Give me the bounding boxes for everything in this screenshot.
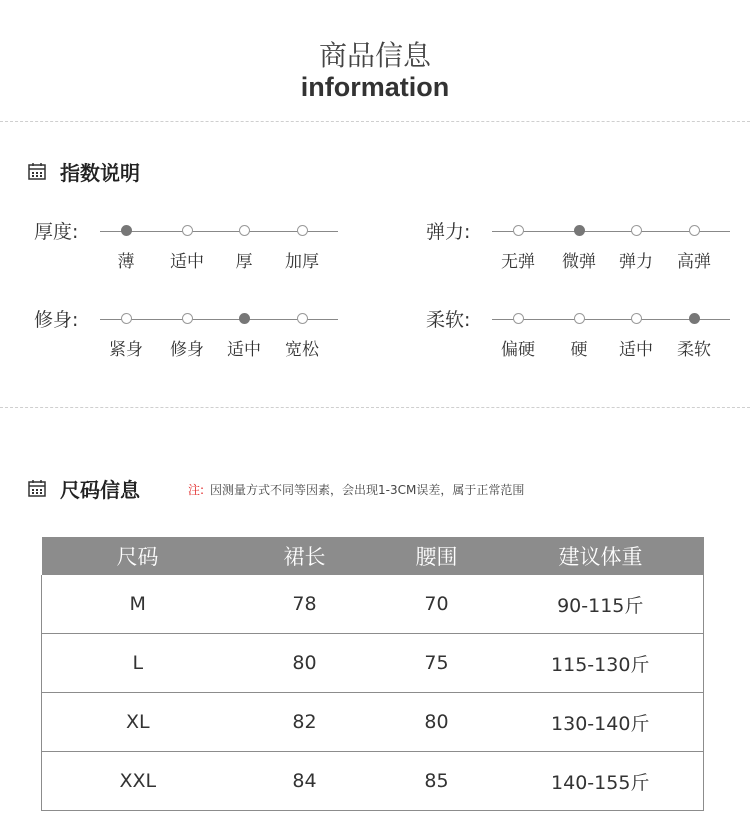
- scale-dot: [631, 225, 642, 236]
- scale-option: 适中: [619, 340, 653, 360]
- scale-option: 修身: [170, 340, 204, 360]
- table-cell: 140-155斤: [498, 752, 704, 811]
- scale-dot: [513, 225, 524, 236]
- column-header: 腰围: [376, 537, 498, 575]
- divider: [0, 407, 750, 408]
- scale-dot-selected: [121, 225, 132, 236]
- table-cell: 115-130斤: [498, 634, 704, 693]
- table-cell: 80: [376, 693, 498, 752]
- column-header: 建议体重: [498, 537, 704, 575]
- scale-thickness: [34, 217, 374, 287]
- table-cell: XXL: [42, 752, 234, 811]
- table-cell: M: [42, 575, 234, 634]
- scale-dot: [121, 313, 132, 324]
- note-label: 注:: [188, 483, 205, 497]
- table-row: [42, 634, 704, 693]
- size-section-title: 尺码信息: [60, 477, 140, 502]
- scale-dot: [297, 225, 308, 236]
- size-section-header: [28, 475, 140, 501]
- scale-option: 高弹: [677, 252, 711, 272]
- table-row: [42, 752, 704, 811]
- size-table: [41, 537, 704, 811]
- scale-softness: [426, 305, 750, 375]
- scale-option: 薄: [117, 252, 135, 272]
- scale-option: 偏硬: [501, 340, 535, 360]
- table-header-row: [42, 537, 704, 575]
- scale-dot: [689, 225, 700, 236]
- scale-dot: [297, 313, 308, 324]
- scale-option: 宽松: [285, 340, 319, 360]
- scale-option: 适中: [170, 252, 204, 272]
- scale-option: 弹力: [619, 252, 653, 272]
- column-header: 裙长: [234, 537, 376, 575]
- scale-label: 弹力:: [426, 221, 471, 243]
- table-cell: XL: [42, 693, 234, 752]
- table-cell: 75: [376, 634, 498, 693]
- page-title-cn: 商品信息: [318, 39, 431, 72]
- table-cell: 84: [234, 752, 376, 811]
- scale-option: 紧身: [109, 340, 143, 360]
- scale-option: 微弹: [562, 252, 596, 272]
- index-section-header: [28, 158, 140, 184]
- scale-option: 柔软: [677, 340, 711, 360]
- scale-option: 加厚: [285, 252, 319, 272]
- table-cell: 78: [234, 575, 376, 634]
- note-text: 因测量方式不同等因素，会出现1-3CM误差，属于正常范围: [210, 483, 525, 497]
- table-row: [42, 693, 704, 752]
- scale-option: 厚: [235, 252, 253, 272]
- table-cell: L: [42, 634, 234, 693]
- size-note: [188, 481, 524, 498]
- scale-elasticity: [426, 217, 750, 287]
- scale-fit: [34, 305, 374, 375]
- scale-dot: [182, 225, 193, 236]
- scale-label: 厚度:: [34, 221, 79, 243]
- table-cell: 82: [234, 693, 376, 752]
- table-cell: 70: [376, 575, 498, 634]
- scale-dot: [631, 313, 642, 324]
- scale-dot: [574, 313, 585, 324]
- scale-dot: [239, 225, 250, 236]
- scale-dot-selected: [239, 313, 250, 324]
- table-cell: 80: [234, 634, 376, 693]
- table-cell: 90-115斤: [498, 575, 704, 634]
- divider: [0, 121, 750, 122]
- calendar-icon: [28, 480, 46, 497]
- table-cell: 85: [376, 752, 498, 811]
- table-cell: 130-140斤: [498, 693, 704, 752]
- index-section-title: 指数说明: [60, 160, 140, 185]
- scale-option: 硬: [570, 340, 588, 360]
- scale-label: 柔软:: [426, 309, 471, 331]
- scale-label: 修身:: [34, 309, 79, 331]
- column-header: 尺码: [42, 537, 234, 575]
- scale-dot: [513, 313, 524, 324]
- scale-option: 无弹: [501, 252, 535, 272]
- table-row: [42, 575, 704, 634]
- calendar-icon: [28, 163, 46, 180]
- scale-option: 适中: [227, 340, 261, 360]
- scale-dot: [182, 313, 193, 324]
- scale-dot-selected: [689, 313, 700, 324]
- scale-dot-selected: [574, 225, 585, 236]
- page-title-en: information: [300, 72, 450, 102]
